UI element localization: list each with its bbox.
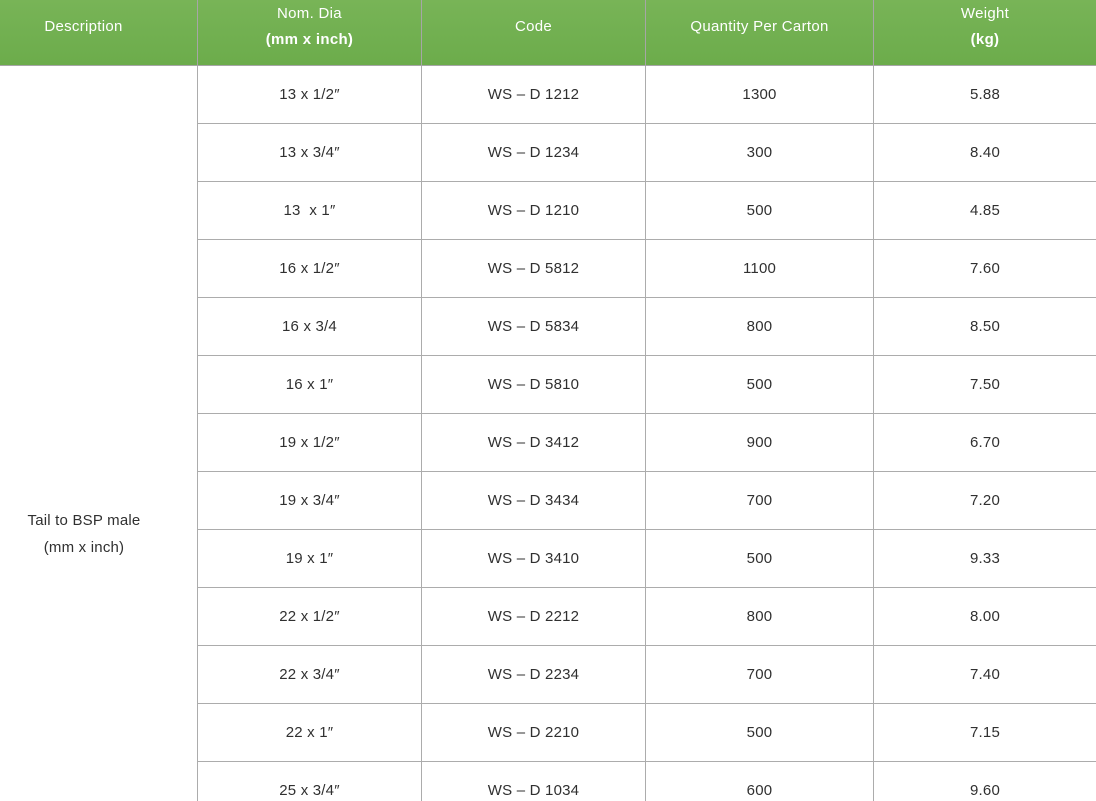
cell-weight: 7.20 xyxy=(873,472,1096,530)
cell-nom-dia: 19 x 3/4″ xyxy=(197,472,421,530)
cell-code: WS – D 3410 xyxy=(421,530,645,588)
description-line1: Tail to BSP male xyxy=(27,512,141,529)
cell-quantity: 1300 xyxy=(645,66,873,124)
header-nom-dia-unit: (mm x inch) xyxy=(265,31,354,48)
header-weight-unit: (kg) xyxy=(970,31,1000,48)
cell-code: WS – D 1034 xyxy=(421,762,645,801)
cell-quantity: 600 xyxy=(645,762,873,801)
header-quantity-label: Quantity Per Carton xyxy=(690,18,829,35)
cell-nom-dia: 16 x 1″ xyxy=(197,356,421,414)
cell-weight: 9.60 xyxy=(873,762,1096,801)
cell-code: WS – D 3412 xyxy=(421,414,645,472)
cell-code: WS – D 1212 xyxy=(421,66,645,124)
cell-weight: 7.40 xyxy=(873,646,1096,704)
header-code xyxy=(421,0,645,66)
cell-code: WS – D 3434 xyxy=(421,472,645,530)
cell-code: WS – D 2212 xyxy=(421,588,645,646)
cell-quantity: 1100 xyxy=(645,240,873,298)
cell-nom-dia: 19 x 1/2″ xyxy=(197,414,421,472)
cell-quantity: 800 xyxy=(645,298,873,356)
header-weight-label: Weight xyxy=(960,5,1010,22)
cell-code: WS – D 5834 xyxy=(421,298,645,356)
cell-nom-dia: 13 x 1/2″ xyxy=(197,66,421,124)
cell-quantity: 300 xyxy=(645,124,873,182)
cell-nom-dia: 19 x 1″ xyxy=(197,530,421,588)
cell-nom-dia: 25 x 3/4″ xyxy=(197,762,421,801)
cell-weight: 8.40 xyxy=(873,124,1096,182)
cell-weight: 7.60 xyxy=(873,240,1096,298)
header-code-label: Code xyxy=(514,18,553,35)
header-nom-dia xyxy=(197,0,421,66)
cell-nom-dia: 16 x 1/2″ xyxy=(197,240,421,298)
cell-weight: 8.50 xyxy=(873,298,1096,356)
cell-quantity: 900 xyxy=(645,414,873,472)
cell-code: WS – D 1210 xyxy=(421,182,645,240)
cell-quantity: 500 xyxy=(645,704,873,762)
cell-nom-dia: 16 x 3/4 xyxy=(197,298,421,356)
cell-weight: 5.88 xyxy=(873,66,1096,124)
cell-quantity: 500 xyxy=(645,356,873,414)
header-description xyxy=(0,0,197,66)
cell-quantity: 700 xyxy=(645,472,873,530)
description-cell xyxy=(0,66,197,801)
cell-nom-dia: 13 x 1″ xyxy=(197,182,421,240)
cell-quantity: 800 xyxy=(645,588,873,646)
cell-code: WS – D 2210 xyxy=(421,704,645,762)
cell-weight: 9.33 xyxy=(873,530,1096,588)
header-nom-dia-label: Nom. Dia xyxy=(277,5,342,22)
description-text xyxy=(0,507,168,561)
cell-code: WS – D 2234 xyxy=(421,646,645,704)
header-quantity xyxy=(645,0,873,66)
cell-weight: 4.85 xyxy=(873,182,1096,240)
header-weight xyxy=(873,0,1096,66)
cell-nom-dia: 22 x 1″ xyxy=(197,704,421,762)
cell-weight: 7.50 xyxy=(873,356,1096,414)
cell-weight: 6.70 xyxy=(873,414,1096,472)
cell-code: WS – D 1234 xyxy=(421,124,645,182)
description-line2: (mm x inch) xyxy=(43,539,125,556)
cell-nom-dia: 22 x 3/4″ xyxy=(197,646,421,704)
cell-code: WS – D 5812 xyxy=(421,240,645,298)
cell-quantity: 500 xyxy=(645,182,873,240)
cell-quantity: 700 xyxy=(645,646,873,704)
cell-nom-dia: 22 x 1/2″ xyxy=(197,588,421,646)
cell-nom-dia: 13 x 3/4″ xyxy=(197,124,421,182)
cell-weight: 8.00 xyxy=(873,588,1096,646)
cell-quantity: 500 xyxy=(645,530,873,588)
cell-code: WS – D 5810 xyxy=(421,356,645,414)
header-description-label: Description xyxy=(44,18,123,35)
cell-weight: 7.15 xyxy=(873,704,1096,762)
